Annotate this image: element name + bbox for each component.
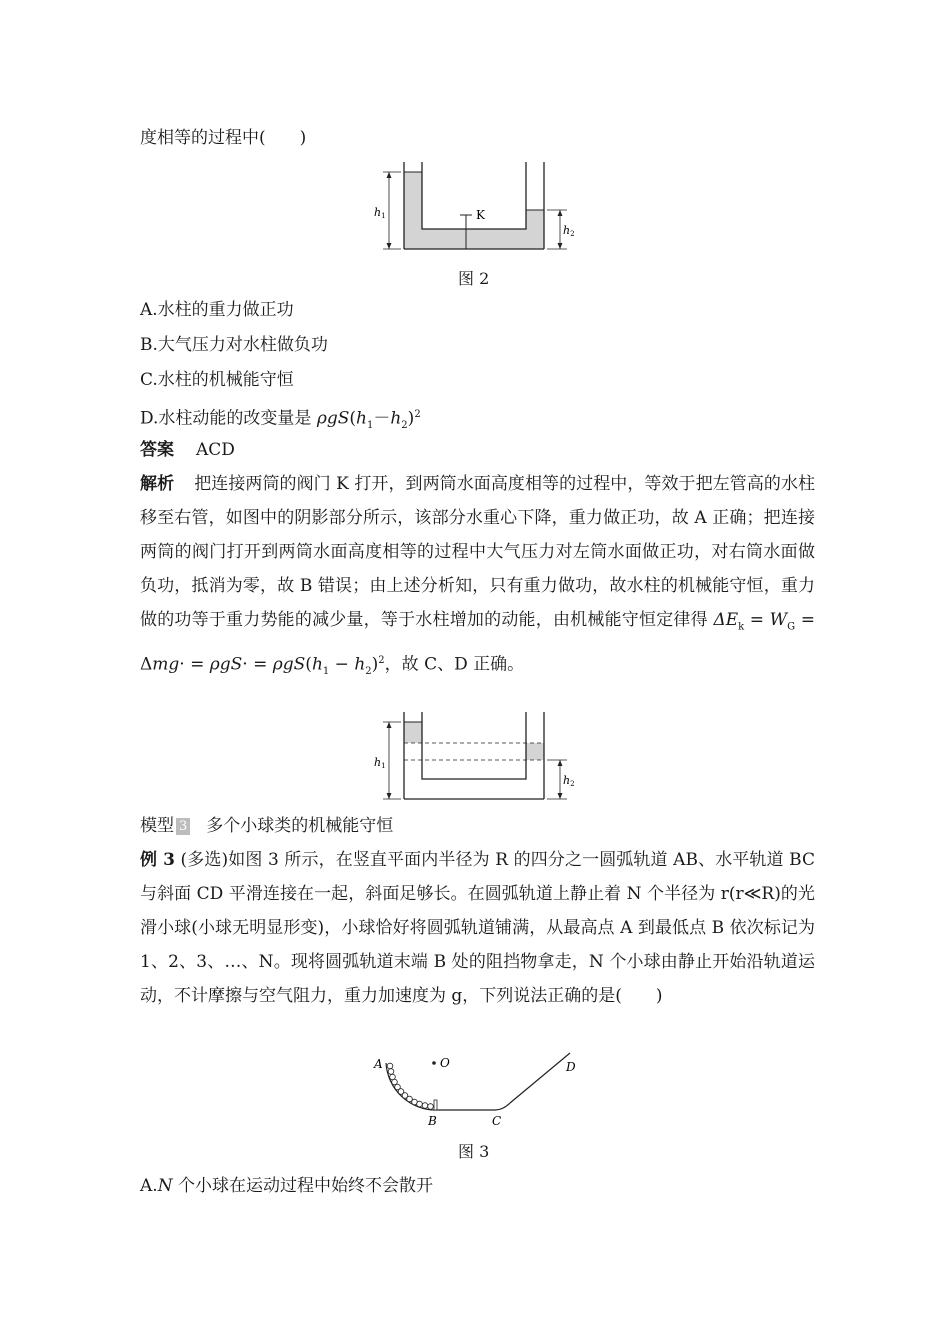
label-b: B bbox=[428, 1114, 437, 1128]
bottom-pipe-water bbox=[422, 229, 526, 249]
analysis-paragraph: 解析 把连接两筒的阀门 K 打开，到两筒水面高度相等的过程中，等效于把左管高的水柱移至右管，如图中的阴影部分所示，该部分水重心下降，重力做正功，故 A 正确；把连接两筒的阀门打开到两筒水面高度相等的过程中大气压力对左筒水面做正功，对右筒水面做负功，抵消为零，故 B 错误；由上述分析知，只有重力做功，故水柱的机械能守恒，重力做的功等于重力势能的减少量，等于水柱增加的动能，由机械能守恒定律得 $\Delta E_k = W_G = \Delta mg\cdot = \rho gS\cdot = \rho gS(h_1 - h_2)^2$，故 C、D 正确。 bbox=[140, 474, 816, 678]
label-d: D bbox=[566, 1060, 576, 1074]
model-title: 多个小球类的机械能守恒 bbox=[206, 816, 394, 836]
option-a: A.水柱的重力做正功 bbox=[140, 300, 294, 320]
figure-3-caption: 图 3 bbox=[458, 1142, 490, 1161]
question-tail: 度相等的过程中( ) bbox=[140, 128, 307, 148]
model-number-badge: 3 bbox=[176, 818, 190, 835]
model-heading bbox=[140, 814, 393, 838]
figure-2-caption: 图 2 bbox=[458, 269, 490, 288]
label-o: O bbox=[440, 1056, 450, 1070]
example-3-paragraph: 例 3 (多选)如图 3 所示，在竖直平面内半径为 R 的四分之一圆弧轨道 AB、水平轨道 BC 与斜面 CD 平滑连接在一起，斜面足够长。在圆弧轨道上静止着 N 个半径为 r(r≪R)的光滑小球(小球无明显形变)，小球恰好将圆弧轨道铺满，从最高点 A 到最低点 B 依次标记为 1、2、3、…、N。现将圆弧轨道末端 B 处的阻挡物拿走，N 个小球由静止开始沿轨道运动，不计摩擦与空气阻力，重力加速度为 g，下列说法正确的是( ) bbox=[140, 850, 816, 1006]
h1-label: h1 bbox=[374, 206, 386, 220]
analysis-label: 解析 bbox=[140, 474, 175, 494]
label-c: C bbox=[492, 1114, 502, 1128]
right-tube-water bbox=[526, 210, 544, 249]
center-o-dot bbox=[432, 1061, 436, 1065]
h1-label: h1 bbox=[374, 756, 386, 770]
analysis-figure-u-tube bbox=[370, 710, 585, 805]
moved-water-left bbox=[404, 722, 422, 743]
model-prefix: 模型 bbox=[140, 816, 174, 836]
figure-3-track bbox=[370, 1050, 585, 1130]
option-d: D.水柱动能的改变量是 $\rho gS(h_1-h_2)^2$ bbox=[140, 408, 421, 432]
answer-line bbox=[140, 438, 235, 462]
answer-value: ACD bbox=[196, 440, 235, 460]
moved-water-right bbox=[526, 743, 544, 760]
valve-k-label: K bbox=[476, 208, 485, 222]
example-3-label: 例 3 bbox=[140, 850, 175, 870]
stopper-at-b bbox=[434, 1100, 437, 1110]
incline-cd bbox=[495, 1053, 570, 1110]
h2-label: h2 bbox=[563, 774, 575, 788]
answer-label: 答案 bbox=[140, 440, 174, 460]
figure-2-u-tube bbox=[370, 160, 585, 255]
example-3-option-a: A.N 个小球在运动过程中始终不会散开 bbox=[140, 1176, 433, 1196]
option-c: C.水柱的机械能守恒 bbox=[140, 370, 294, 390]
label-a: A bbox=[374, 1057, 383, 1071]
left-tube-water bbox=[404, 172, 422, 249]
option-b: B.大气压力对水柱做负功 bbox=[140, 335, 328, 355]
h2-label: h2 bbox=[563, 224, 575, 238]
